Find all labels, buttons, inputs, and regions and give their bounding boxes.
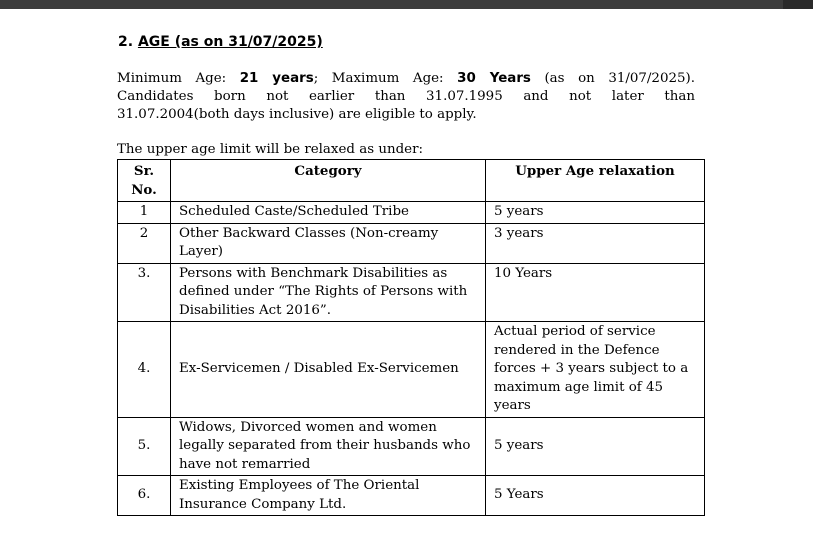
row-relaxation: 5 years bbox=[486, 202, 705, 224]
top-bar-corner bbox=[783, 0, 813, 9]
row-number: 5. bbox=[118, 417, 171, 476]
lead-text: The upper age limit will be relaxed as under: bbox=[117, 142, 423, 157]
header-sr-no: Sr. No. bbox=[118, 160, 171, 202]
table-row bbox=[118, 263, 705, 322]
min-age-value: 21 years bbox=[239, 71, 314, 86]
row-number: 6. bbox=[118, 476, 171, 516]
age-relaxation-table bbox=[117, 159, 705, 516]
row-category: Other Backward Classes (Non-creamy Layer) bbox=[171, 223, 486, 263]
table-header-row bbox=[118, 160, 705, 202]
row-number: 2 bbox=[118, 223, 171, 263]
row-number: 4. bbox=[118, 322, 171, 418]
intro-paragraph bbox=[117, 70, 695, 124]
section-heading bbox=[118, 34, 323, 50]
row-number: 3. bbox=[118, 263, 171, 322]
row-relaxation: 5 years bbox=[486, 417, 705, 476]
row-number: 1 bbox=[118, 202, 171, 224]
max-age-value: 30 Years bbox=[457, 71, 531, 86]
table-row bbox=[118, 417, 705, 476]
row-relaxation: Actual period of service rendered in the Defence forces + 3 years subject to a maximum age limit of 45 years bbox=[486, 322, 705, 418]
row-category: Ex-Servicemen / Disabled Ex-Servicemen bbox=[171, 322, 486, 418]
table-row bbox=[118, 223, 705, 263]
intro-line-2: Candidates born not earlier than 31.07.1995 and not later than bbox=[117, 89, 695, 104]
row-relaxation: 10 Years bbox=[486, 263, 705, 322]
table-row bbox=[118, 476, 705, 516]
intro-line-3: 31.07.2004(both days inclusive) are eligible to apply. bbox=[117, 107, 477, 122]
section-number: 2. bbox=[118, 34, 134, 50]
row-category: Persons with Benchmark Disabilities as defined under “The Rights of Persons with Disabilities Act 2016”. bbox=[171, 263, 486, 322]
row-category: Widows, Divorced women and women legally separated from their husbands who have not remarried bbox=[171, 417, 486, 476]
intro-line-1: Minimum Age: 21 years; Maximum Age: 30 Years (as on 31/07/2025). bbox=[117, 71, 695, 86]
top-bar bbox=[0, 0, 813, 9]
header-relaxation: Upper Age relaxation bbox=[486, 160, 705, 202]
row-category: Existing Employees of The Oriental Insurance Company Ltd. bbox=[171, 476, 486, 516]
table-row bbox=[118, 202, 705, 224]
header-category: Category bbox=[171, 160, 486, 202]
row-relaxation: 3 years bbox=[486, 223, 705, 263]
row-category: Scheduled Caste/Scheduled Tribe bbox=[171, 202, 486, 224]
section-title: AGE (as on 31/07/2025) bbox=[137, 34, 323, 50]
table-row bbox=[118, 322, 705, 418]
row-relaxation: 5 Years bbox=[486, 476, 705, 516]
